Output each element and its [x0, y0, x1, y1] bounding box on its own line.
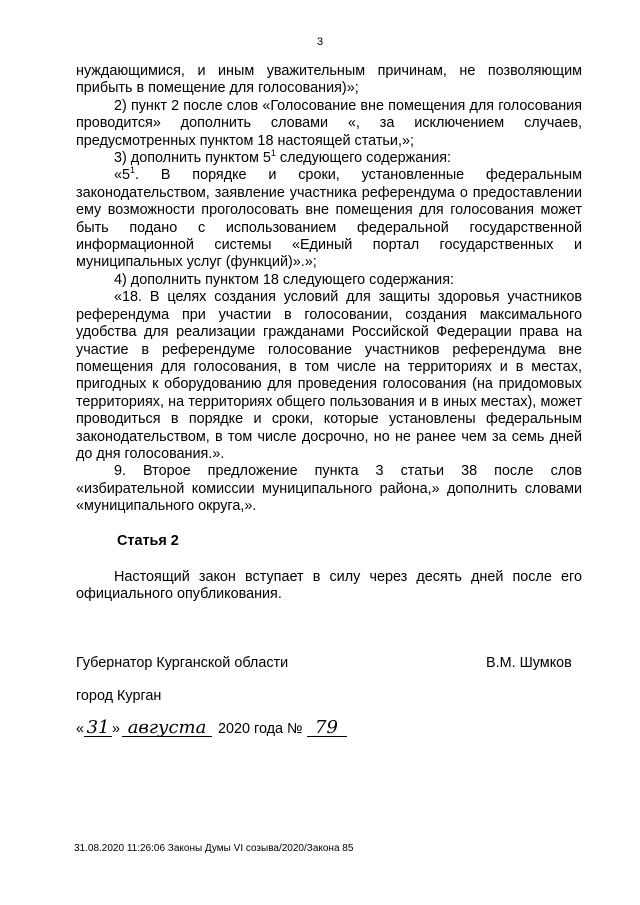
paragraph: 2) пункт 2 после слов «Голосование вне помещения для голосования проводится» дополнить словами «, за исключением случаев, предусмотренных пунктом 18 настоящей статьи,»;: [76, 97, 582, 149]
superscript: 1: [270, 148, 276, 159]
superscript: 1: [130, 165, 136, 176]
document-body: [76, 63, 582, 516]
paragraph: 9. Второе предложение пункта 3 статьи 38 после слов «избирательной комиссии муниципального района,» дополнить словами «муниципального округа,».: [76, 463, 582, 515]
paragraph: 4) дополнить пунктом 18 следующего содержания:: [114, 271, 454, 288]
paragraph-text: следующего содержания:: [275, 150, 452, 167]
footer-meta: 31.08.2020 11:26:06 Законы Думы VI созыва/2020/Закона 85: [74, 843, 354, 854]
paragraph: «18. В целях создания условий для защиты здоровья участников референдума при участии в голосовании, создания максимального удобства для реализации гражданами Российской Федерации права на участие в референдуме голосование участников референдума вне помещения для голосования, в том числе на территориях и в местах, пригодных к оборудованию для проведения голосования (на придомовых территориях, на территориях общего пользования и в иных местах), может проводиться в порядке и сроки, которые установлены федеральным законодательством, в том числе досрочно, но не ранее чем за семь дней до дня голосования.».: [76, 289, 582, 462]
signature-name: В.М. Шумков: [486, 655, 572, 671]
article-heading: Статья 2: [117, 533, 179, 549]
open-quote: «: [76, 721, 85, 737]
city-line: город Курган: [76, 688, 162, 704]
paragraph: [76, 150, 582, 167]
final-paragraph: Настоящий закон вступает в силу через десять дней после его официального опубликования.: [76, 569, 582, 603]
handwritten-month: августа: [122, 720, 212, 737]
close-quote: »: [112, 721, 121, 737]
paragraph-text: «5: [114, 167, 131, 184]
handwritten-day: 31: [84, 720, 112, 737]
paragraph-text: . В порядке и сроки, установленные федеральным законодательством, заявление участника референдума о предоставлении ему возможности проголосовать вне помещения для голосования может быть подано с использованием федеральной государственной информационной системы «Единый портал государственных и муниципальных услуг (функций)».»;: [76, 167, 582, 271]
date-line: [76, 717, 347, 738]
paragraph-text: 3) дополнить пунктом 5: [114, 150, 271, 167]
signature-position: Губернатор Курганской области: [76, 655, 289, 671]
paragraph: [76, 167, 582, 271]
paragraph: нуждающимися, и иным уважительным причинам, не позволяющим прибыть в помещение для голосования)»;: [76, 63, 582, 97]
page-number: 3: [316, 36, 324, 48]
handwritten-law-number: 79: [307, 720, 347, 737]
year-text: 2020 года №: [218, 721, 303, 737]
